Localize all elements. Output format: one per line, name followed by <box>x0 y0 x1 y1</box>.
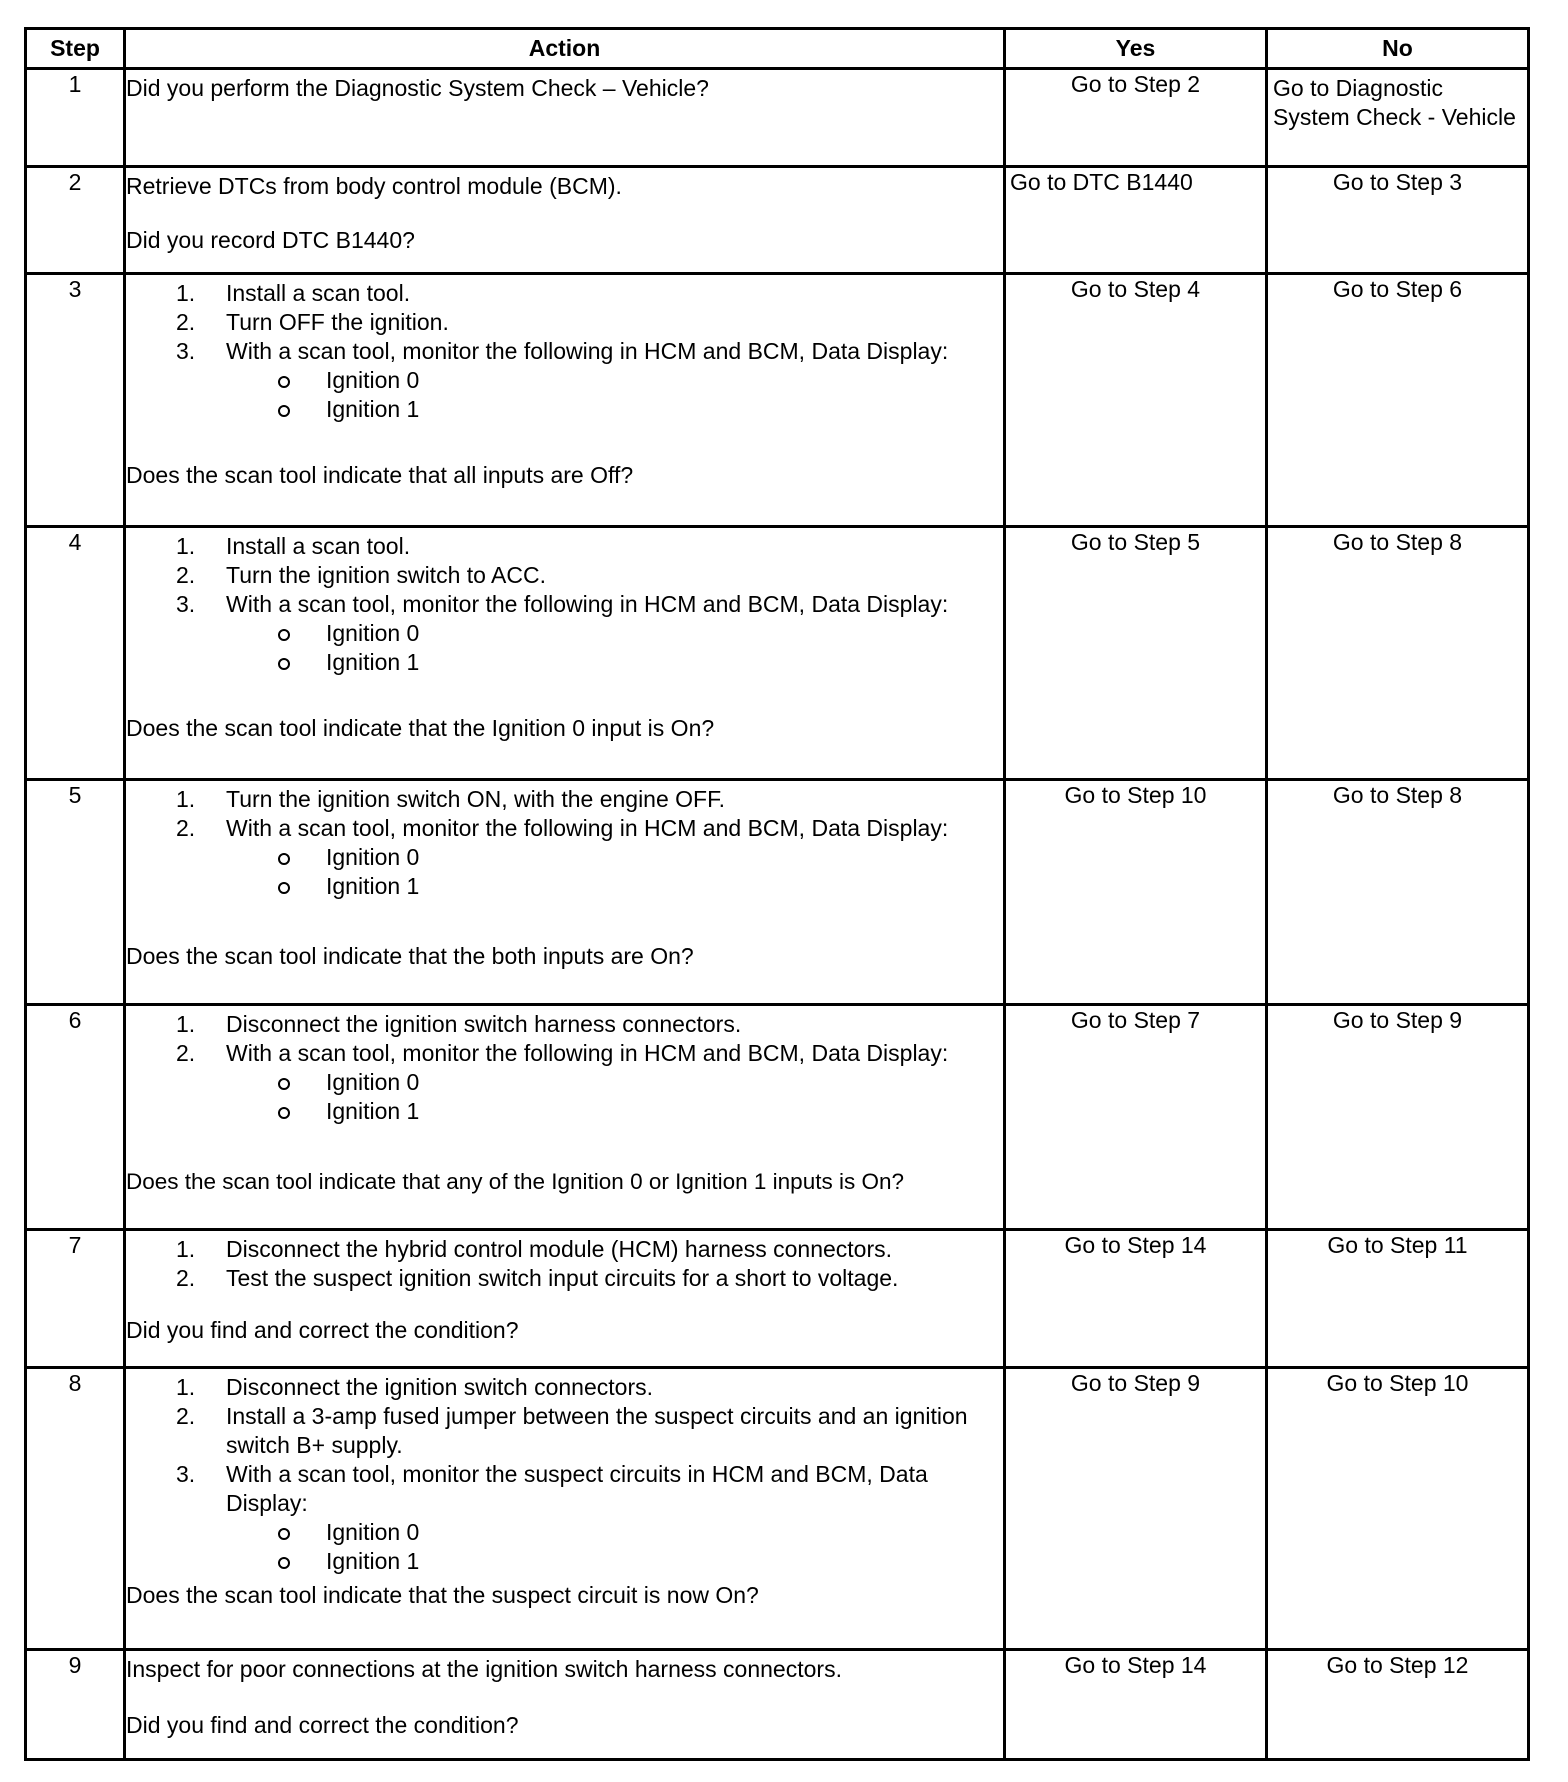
table-row <box>26 1650 1529 1760</box>
header-action: Action <box>125 29 1005 69</box>
yes-result: Go to Step 5 <box>1005 527 1267 780</box>
no-result: Go to Step 6 <box>1267 274 1529 527</box>
no-result: Go to Step 10 <box>1267 1367 1529 1650</box>
yes-result: Go to Step 2 <box>1005 69 1267 167</box>
procedure-step: 1. Install a scan tool. <box>176 533 411 560</box>
procedure-step: 1. Disconnect the hybrid control module (HCM) harness connectors. <box>176 1235 893 1262</box>
procedure-step: 1. Install a scan tool. <box>176 280 411 307</box>
action-cell <box>125 167 1005 274</box>
sub-list <box>226 1068 1003 1126</box>
no-result: Go to Step 9 <box>1267 1005 1529 1230</box>
procedure-step: 1. Disconnect the ignition switch harness connectors. <box>176 1011 742 1038</box>
sub-list <box>226 1518 1003 1576</box>
sub-item: Ignition 1 <box>226 395 1003 424</box>
step-number: 2 <box>26 167 125 274</box>
yes-result: Go to Step 10 <box>1005 780 1267 1005</box>
procedure-step: 1. Disconnect the ignition switch connectors. <box>176 1373 653 1400</box>
no-result: Go to Diagnostic System Check - Vehicle <box>1267 69 1529 167</box>
action-question: Does the scan tool indicate that the Ignition 0 input is On? <box>126 715 715 742</box>
step-number: 6 <box>26 1005 125 1230</box>
no-result: Go to Step 3 <box>1267 167 1529 274</box>
circle-bullet-icon <box>278 405 290 417</box>
sub-item: Ignition 1 <box>226 872 1003 901</box>
sub-item: Ignition 0 <box>226 619 1003 648</box>
header-yes: Yes <box>1005 29 1267 69</box>
action-cell <box>125 1367 1005 1650</box>
no-result: Go to Step 8 <box>1267 780 1529 1005</box>
action-cell <box>125 274 1005 527</box>
no-result: Go to Step 11 <box>1267 1229 1529 1367</box>
table-row <box>26 274 1529 527</box>
yes-result: Go to Step 14 <box>1005 1650 1267 1760</box>
step-number: 7 <box>26 1229 125 1367</box>
table-row <box>26 1367 1529 1650</box>
procedure-step: 1. Turn the ignition switch ON, with the engine OFF. <box>176 786 725 813</box>
action-question: Does the scan tool indicate that the suspect circuit is now On? <box>126 1581 759 1608</box>
yes-result: Go to Step 14 <box>1005 1229 1267 1367</box>
procedure-step: 2. With a scan tool, monitor the following in HCM and BCM, Data Display: Ignition 0 Ignition 1 <box>126 814 1003 901</box>
step-number: 5 <box>26 780 125 1005</box>
sub-item: Ignition 0 <box>226 366 1003 395</box>
procedure-list <box>126 1010 1003 1126</box>
procedure-step: 2. Test the suspect ignition switch input circuits for a short to voltage. <box>176 1264 899 1291</box>
action-text: Did you perform the Diagnostic System Check – Vehicle? <box>126 75 709 101</box>
action-question: Does the scan tool indicate that any of the Ignition 0 or Ignition 1 inputs is On? <box>126 1169 904 1195</box>
circle-bullet-icon <box>278 1557 290 1569</box>
sub-list <box>226 619 1003 677</box>
action-question: Did you record DTC B1440? <box>126 227 415 254</box>
procedure-list <box>126 1235 1003 1293</box>
circle-bullet-icon <box>278 1107 290 1119</box>
step-number: 3 <box>26 274 125 527</box>
table-row <box>26 1229 1529 1367</box>
procedure-step: 2. Turn the ignition switch to ACC. <box>176 562 547 589</box>
table-row <box>26 780 1529 1005</box>
circle-bullet-icon <box>278 658 290 670</box>
yes-result: Go to Step 4 <box>1005 274 1267 527</box>
action-question: Did you find and correct the condition? <box>126 1316 519 1343</box>
yes-result: Go to Step 7 <box>1005 1005 1267 1230</box>
sub-item: Ignition 1 <box>226 1097 1003 1126</box>
procedure-step: 2. With a scan tool, monitor the following in HCM and BCM, Data Display: Ignition 0 Ignition 1 <box>126 1039 1003 1126</box>
circle-bullet-icon <box>278 376 290 388</box>
diagnostic-table <box>24 27 1530 1761</box>
circle-bullet-icon <box>278 882 290 894</box>
table-row <box>26 167 1529 274</box>
sub-item: Ignition 1 <box>226 648 1003 677</box>
circle-bullet-icon <box>278 1078 290 1090</box>
circle-bullet-icon <box>278 629 290 641</box>
step-number: 1 <box>26 69 125 167</box>
action-cell <box>125 1650 1005 1760</box>
table-row <box>26 69 1529 167</box>
sub-item: Ignition 0 <box>226 1518 1003 1547</box>
no-result: Go to Step 12 <box>1267 1650 1529 1760</box>
step-number: 4 <box>26 527 125 780</box>
sub-list <box>226 366 1003 424</box>
sub-item: Ignition 0 <box>226 843 1003 872</box>
yes-result: Go to DTC B1440 <box>1005 167 1267 274</box>
action-cell <box>125 1005 1005 1230</box>
procedure-list <box>126 1373 1003 1576</box>
procedure-list <box>126 532 1003 677</box>
action-cell <box>125 69 1005 167</box>
procedure-step: 3. With a scan tool, monitor the following in HCM and BCM, Data Display: Ignition 0 Ignition 1 <box>126 590 1003 677</box>
circle-bullet-icon <box>278 853 290 865</box>
action-text: Inspect for poor connections at the ignition switch harness connectors. <box>126 1656 842 1683</box>
action-question: Does the scan tool indicate that all inputs are Off? <box>126 462 634 489</box>
procedure-step: 3. With a scan tool, monitor the following in HCM and BCM, Data Display: Ignition 0 Ignition 1 <box>126 337 1003 424</box>
action-cell <box>125 1229 1005 1367</box>
procedure-list <box>126 785 1003 901</box>
procedure-step: 2. Turn OFF the ignition. <box>176 309 449 336</box>
action-question: Does the scan tool indicate that the both inputs are On? <box>126 943 694 970</box>
sub-item: Ignition 0 <box>226 1068 1003 1097</box>
table-row <box>26 527 1529 780</box>
table-row <box>26 1005 1529 1230</box>
step-number: 8 <box>26 1367 125 1650</box>
action-question: Did you find and correct the condition? <box>126 1712 519 1739</box>
procedure-step: 2. Install a 3-amp fused jumper between the suspect circuits and an ignition switch B+ supply. <box>176 1402 968 1458</box>
sub-item: Ignition 1 <box>226 1547 1003 1576</box>
action-cell <box>125 780 1005 1005</box>
step-number: 9 <box>26 1650 125 1760</box>
action-text: Retrieve DTCs from body control module (BCM). <box>126 173 622 200</box>
circle-bullet-icon <box>278 1528 290 1540</box>
header-no: No <box>1267 29 1529 69</box>
procedure-step: 3. With a scan tool, monitor the suspect circuits in HCM and BCM, Data Display: Ignition 0 Ignition 1 <box>126 1460 1003 1576</box>
procedure-list <box>126 279 1003 424</box>
header-row <box>26 29 1529 69</box>
action-cell <box>125 527 1005 780</box>
no-result: Go to Step 8 <box>1267 527 1529 780</box>
header-step: Step <box>26 29 125 69</box>
sub-list <box>226 843 1003 901</box>
yes-result: Go to Step 9 <box>1005 1367 1267 1650</box>
